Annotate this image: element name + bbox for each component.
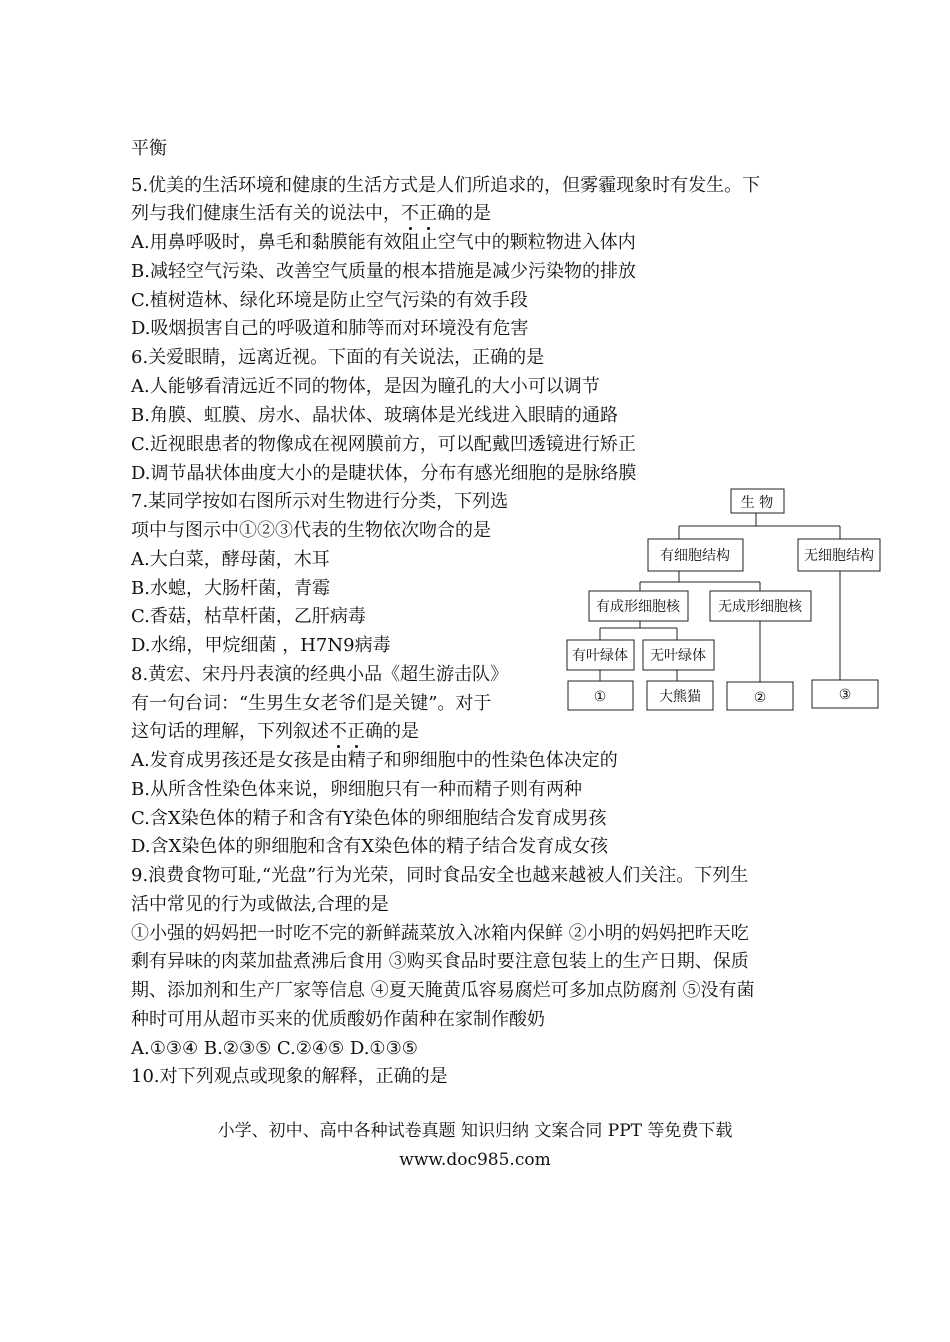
question-9-options: A.①③④ B.②③⑤ C.②④⑤ D.①③⑤ [131,1038,418,1059]
question-8-option-a: A.发育成男孩还是女孩是由精子和卵细胞中的性染色体决定的 [131,750,618,771]
question-8-option-d: D.含X染色体的卵细胞和含有X染色体的精子结合发育成女孩 [131,836,609,857]
footer-url: www.doc985.com [399,1150,551,1170]
label-acellular: 无细胞结构 [804,548,874,564]
question-5-option-a: A.用鼻呼吸时，鼻毛和黏膜能有效阻止空气中的颗粒物进入体内 [131,232,636,253]
question-5-option-d: D.吸烟损害自己的呼吸道和肺等而对环境没有危害 [131,318,529,339]
label-leaf-panda: 大熊猫 [659,689,701,705]
label-chloro: 有叶绿体 [572,648,628,664]
question-6-stem: 6.关爱眼睛，远离近视。下面的有关说法，正确的是 [131,347,545,368]
question-9-stem-cont: 活中常见的行为或做法,合理的是 [131,894,389,915]
emphasis-dot-char: 正 [419,203,437,224]
question-8-option-b: B.从所含性染色体来说，卵细胞只有一种而精子则有两种 [131,779,582,800]
label-leaf-3: ③ [838,687,852,703]
question-7-stem-cont: 项中与图示中①②③代表的生物依次吻合的是 [131,520,491,541]
question-9-item-line: ①小强的妈妈把一时吃不完的新鲜蔬菜放入冰箱内保鲜 ②小明的妈妈把昨天吃 [131,923,749,944]
label-cellular: 有细胞结构 [660,548,730,564]
question-9-item-line: 期、添加剂和生产厂家等信息 ④夏天腌黄瓜容易腐烂可多加点防腐剂 ⑤没有菌 [131,980,755,1001]
label-root: 生 物 [740,495,774,511]
question-7-option-a: A.大白菜，酵母菌，木耳 [131,549,330,570]
question-9-stem: 9.浪费食物可耻,“光盘”行为光荣，同时食品安全也越来越被人们关注。下列生 [131,865,749,886]
question-6-option-c: C.近视眼患者的物像成在视网膜前方，可以配戴凹透镜进行矫正 [131,434,636,455]
label-nucleus: 有成形细胞核 [596,599,680,615]
question-6-option-a: A.人能够看清远近不同的物体，是因为瞳孔的大小可以调节 [131,376,600,397]
question-5-option-c: C.植树造林、绿化环境是防止空气污染的有效手段 [131,290,528,311]
emphasis-dot-char: 正 [347,721,365,742]
question-7-stem: 7.某同学按如右图所示对生物进行分类，下列选 [131,491,509,512]
text-line: 平衡 [131,138,167,159]
label-leaf-2: ② [753,690,767,706]
classification-diagram [560,480,890,720]
footer-line-1: 小学、初中、高中各种试卷真题 知识归纳 文案合同 PPT 等免费下载 [217,1121,733,1141]
question-8-option-c: C.含X染色体的精子和含有Y染色体的卵细胞结合发育成男孩 [131,808,607,829]
question-5-stem: 5.优美的生活环境和健康的生活方式是人们所追求的，但雾霾现象时有发生。下 [131,175,761,196]
label-leaf-1: ① [593,689,607,705]
question-7-option-c: C.香菇，枯草杆菌，乙肝病毒 [131,606,366,627]
question-6-option-d: D.调节晶状体曲度大小的是睫状体，分布有感光细胞的是脉络膜 [131,463,637,484]
question-7-option-b: B.水螅，大肠杆菌，青霉 [131,578,330,599]
question-9-item-line: 种时可用从超市买来的优质酸奶作菌种在家制作酸奶 [131,1009,545,1030]
label-no-chloro: 无叶绿体 [650,648,706,664]
question-8-stem-cont: 有一句台词：“生男生女老爷们是关键”。对于 [131,693,492,714]
label-no-nucleus: 无成形细胞核 [718,599,802,615]
question-10-stem: 10.对下列观点或现象的解释，正确的是 [131,1066,448,1087]
emphasis-dot-char: 不 [401,203,419,224]
question-6-option-b: B.角膜、虹膜、房水、晶状体、玻璃体是光线进入眼睛的通路 [131,405,618,426]
question-7-option-d: D.水绵，甲烷细菌 ，H7N9病毒 [131,635,391,656]
question-5-option-b: B.减轻空气污染、改善空气质量的根本措施是减少污染物的排放 [131,261,636,282]
emphasis-dot-char: 不 [329,721,347,742]
question-9-item-line: 剩有异味的肉菜加盐煮沸后食用 ③购买食品时要注意包装上的生产日期、保质 [131,951,749,972]
question-8-stem-cont: 这句话的理解，下列叙述不正确的是 [131,721,419,742]
question-5-stem-cont: 列与我们健康生活有关的说法中，不正确的是 [131,203,491,224]
question-8-stem: 8.黄宏、宋丹丹表演的经典小品《超生游击队》 [131,664,509,685]
